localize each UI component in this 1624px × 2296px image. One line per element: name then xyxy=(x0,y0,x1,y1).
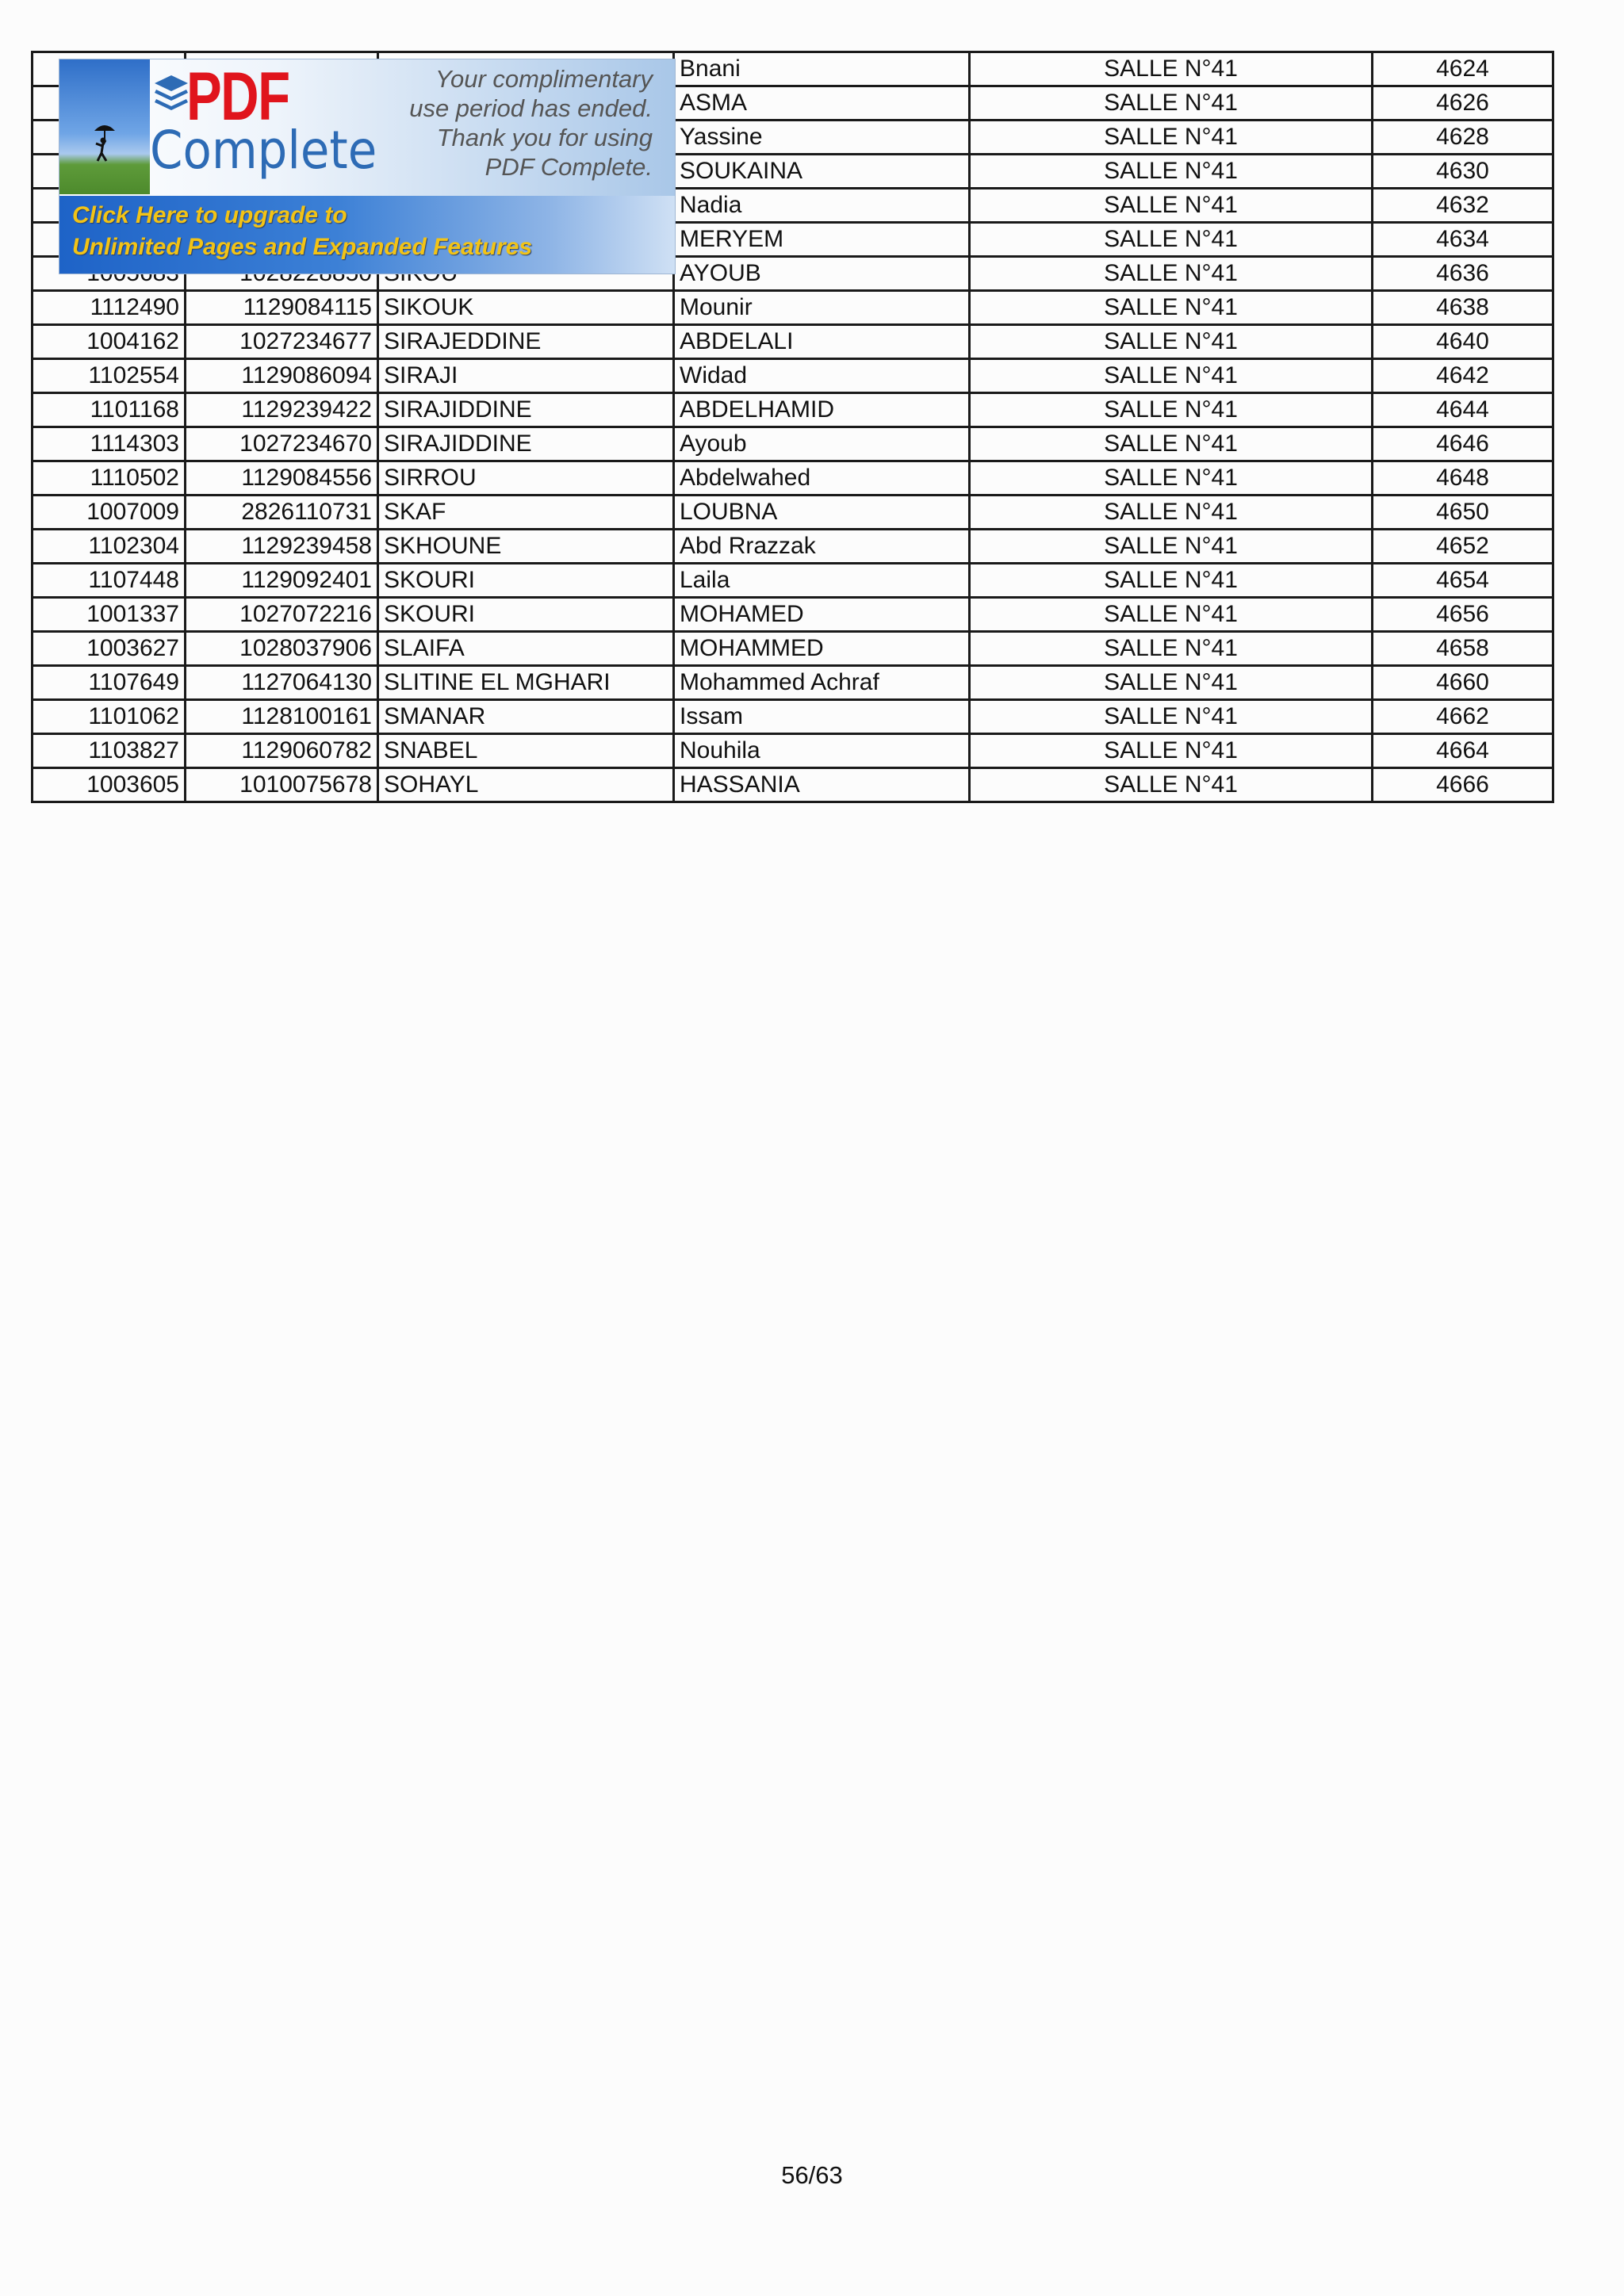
pdf-logo-text: PDF xyxy=(186,59,289,135)
table-cell-id: 1114303 xyxy=(33,427,186,461)
table-cell-room: SALLE N°41 xyxy=(970,189,1373,223)
table-row xyxy=(33,530,1553,564)
table-cell-number: 4626 xyxy=(1373,86,1553,121)
table-cell-room: SALLE N°41 xyxy=(970,461,1373,496)
table-cell-first-name: HASSANIA xyxy=(674,768,970,802)
table-row xyxy=(33,291,1553,325)
message-line: PDF Complete. xyxy=(485,153,653,181)
table-cell-number: 4640 xyxy=(1373,325,1553,359)
table-cell-last-name: SIRAJI xyxy=(378,359,674,393)
table-cell-number: 4666 xyxy=(1373,768,1553,802)
upgrade-link[interactable] xyxy=(59,196,675,274)
page-number: 56/63 xyxy=(781,2161,843,2189)
table-cell-first-name: Ayoub xyxy=(674,427,970,461)
table-cell-number: 4662 xyxy=(1373,700,1553,734)
table-cell-room: SALLE N°41 xyxy=(970,496,1373,530)
table-cell-last-name: SKHOUNE xyxy=(378,530,674,564)
table-row xyxy=(33,496,1553,530)
table-cell-id: 1007009 xyxy=(33,496,186,530)
table-cell-first-name: MOHAMED xyxy=(674,598,970,632)
table-cell-first-name: Mounir xyxy=(674,291,970,325)
table-row xyxy=(33,359,1553,393)
table-cell-code: 1129239458 xyxy=(186,530,378,564)
message-line: Thank you for using xyxy=(436,124,653,151)
table-cell-number: 4628 xyxy=(1373,121,1553,155)
table-cell-code: 1010075678 xyxy=(186,768,378,802)
table-cell-id: 1102554 xyxy=(33,359,186,393)
table-cell-code: 2826110731 xyxy=(186,496,378,530)
table-cell-number: 4658 xyxy=(1373,632,1553,666)
banner-photo xyxy=(59,59,150,194)
table-row xyxy=(33,734,1553,768)
table-cell-id: 1112490 xyxy=(33,291,186,325)
table-cell-code: 1129086094 xyxy=(186,359,378,393)
table-cell-number: 4634 xyxy=(1373,223,1553,257)
table-cell-code: 1129092401 xyxy=(186,564,378,598)
table-cell-room: SALLE N°41 xyxy=(970,393,1373,427)
table-cell-code: 1129084115 xyxy=(186,291,378,325)
table-cell-first-name: LOUBNA xyxy=(674,496,970,530)
layers-icon xyxy=(151,72,191,117)
table-row xyxy=(33,393,1553,427)
table-cell-last-name: SKAF xyxy=(378,496,674,530)
table-cell-number: 4652 xyxy=(1373,530,1553,564)
table-cell-number: 4630 xyxy=(1373,155,1553,189)
table-cell-last-name: SOHAYL xyxy=(378,768,674,802)
table-cell-id: 1102304 xyxy=(33,530,186,564)
complete-logo-text: Complete xyxy=(150,120,377,181)
table-cell-number: 4646 xyxy=(1373,427,1553,461)
table-cell-first-name: Yassine xyxy=(674,121,970,155)
table-cell-first-name: Issam xyxy=(674,700,970,734)
table-cell-code: 1129239422 xyxy=(186,393,378,427)
pdf-complete-upgrade-banner[interactable] xyxy=(59,59,676,274)
table-cell-id: 1103827 xyxy=(33,734,186,768)
table-cell-room: SALLE N°41 xyxy=(970,155,1373,189)
table-cell-code: 1127064130 xyxy=(186,666,378,700)
table-cell-room: SALLE N°41 xyxy=(970,325,1373,359)
table-cell-number: 4650 xyxy=(1373,496,1553,530)
table-row xyxy=(33,700,1553,734)
table-cell-room: SALLE N°41 xyxy=(970,632,1373,666)
table-cell-first-name: Abd Rrazzak xyxy=(674,530,970,564)
table-cell-first-name: Widad xyxy=(674,359,970,393)
upgrade-link-line2[interactable]: Unlimited Pages and Expanded Features xyxy=(72,234,533,260)
table-cell-code: 1027072216 xyxy=(186,598,378,632)
table-cell-number: 4642 xyxy=(1373,359,1553,393)
table-cell-first-name: MERYEM xyxy=(674,223,970,257)
table-cell-code: 1027234677 xyxy=(186,325,378,359)
table-row xyxy=(33,598,1553,632)
table-cell-last-name: SLAIFA xyxy=(378,632,674,666)
table-cell-first-name: Abdelwahed xyxy=(674,461,970,496)
table-cell-first-name: Mohammed Achraf xyxy=(674,666,970,700)
table-cell-id: 1101062 xyxy=(33,700,186,734)
table-cell-number: 4632 xyxy=(1373,189,1553,223)
table-cell-first-name: Laila xyxy=(674,564,970,598)
table-cell-last-name: SIRAJIDDINE xyxy=(378,427,674,461)
table-cell-id: 1107448 xyxy=(33,564,186,598)
table-cell-room: SALLE N°41 xyxy=(970,86,1373,121)
table-cell-id: 1110502 xyxy=(33,461,186,496)
table-cell-id: 1101168 xyxy=(33,393,186,427)
table-row xyxy=(33,564,1553,598)
table-cell-first-name: SOUKAINA xyxy=(674,155,970,189)
table-cell-first-name: MOHAMMED xyxy=(674,632,970,666)
table-cell-last-name: SKOURI xyxy=(378,598,674,632)
table-cell-id: 1004162 xyxy=(33,325,186,359)
trial-expired-message xyxy=(391,64,653,182)
table-cell-number: 4664 xyxy=(1373,734,1553,768)
table-row xyxy=(33,427,1553,461)
table-cell-room: SALLE N°41 xyxy=(970,257,1373,291)
table-cell-last-name: SIRROU xyxy=(378,461,674,496)
table-cell-room: SALLE N°41 xyxy=(970,291,1373,325)
table-row xyxy=(33,325,1553,359)
table-cell-last-name: SIRAJEDDINE xyxy=(378,325,674,359)
table-row xyxy=(33,632,1553,666)
table-cell-last-name: SKOURI xyxy=(378,564,674,598)
upgrade-link-line1[interactable]: Click Here to upgrade to xyxy=(72,202,347,228)
table-cell-id: 1003627 xyxy=(33,632,186,666)
table-cell-number: 4624 xyxy=(1373,52,1553,86)
table-cell-number: 4654 xyxy=(1373,564,1553,598)
umbrella-person-icon xyxy=(93,121,117,163)
table-cell-number: 4636 xyxy=(1373,257,1553,291)
message-line: Your complimentary xyxy=(435,65,653,93)
table-cell-last-name: SIKOUK xyxy=(378,291,674,325)
table-cell-room: SALLE N°41 xyxy=(970,359,1373,393)
table-cell-room: SALLE N°41 xyxy=(970,223,1373,257)
table-cell-number: 4656 xyxy=(1373,598,1553,632)
table-cell-room: SALLE N°41 xyxy=(970,121,1373,155)
table-cell-first-name: ABDELALI xyxy=(674,325,970,359)
table-cell-first-name: Bnani xyxy=(674,52,970,86)
table-cell-code: 1028037906 xyxy=(186,632,378,666)
table-cell-id: 1001337 xyxy=(33,598,186,632)
table-cell-number: 4648 xyxy=(1373,461,1553,496)
table-cell-code: 1129084556 xyxy=(186,461,378,496)
table-cell-first-name: AYOUB xyxy=(674,257,970,291)
table-cell-room: SALLE N°41 xyxy=(970,52,1373,86)
table-cell-first-name: Nadia xyxy=(674,189,970,223)
table-cell-last-name: SIRAJIDDINE xyxy=(378,393,674,427)
table-cell-first-name: ASMA xyxy=(674,86,970,121)
table-cell-last-name: SNABEL xyxy=(378,734,674,768)
table-cell-id: 1003605 xyxy=(33,768,186,802)
table-cell-number: 4638 xyxy=(1373,291,1553,325)
table-row xyxy=(33,461,1553,496)
message-line: use period has ended. xyxy=(409,94,653,122)
table-row xyxy=(33,666,1553,700)
table-cell-room: SALLE N°41 xyxy=(970,666,1373,700)
table-cell-room: SALLE N°41 xyxy=(970,427,1373,461)
table-cell-room: SALLE N°41 xyxy=(970,734,1373,768)
table-cell-room: SALLE N°41 xyxy=(970,564,1373,598)
table-row xyxy=(33,768,1553,802)
table-cell-code: 1128100161 xyxy=(186,700,378,734)
table-cell-number: 4660 xyxy=(1373,666,1553,700)
table-cell-id: 1107649 xyxy=(33,666,186,700)
table-cell-room: SALLE N°41 xyxy=(970,530,1373,564)
table-cell-first-name: Nouhila xyxy=(674,734,970,768)
table-cell-number: 4644 xyxy=(1373,393,1553,427)
table-cell-room: SALLE N°41 xyxy=(970,700,1373,734)
table-cell-first-name: ABDELHAMID xyxy=(674,393,970,427)
table-cell-last-name: SMANAR xyxy=(378,700,674,734)
table-cell-code: 1027234670 xyxy=(186,427,378,461)
table-cell-last-name: SLITINE EL MGHARI xyxy=(378,666,674,700)
table-cell-room: SALLE N°41 xyxy=(970,598,1373,632)
table-cell-code: 1129060782 xyxy=(186,734,378,768)
table-cell-room: SALLE N°41 xyxy=(970,768,1373,802)
